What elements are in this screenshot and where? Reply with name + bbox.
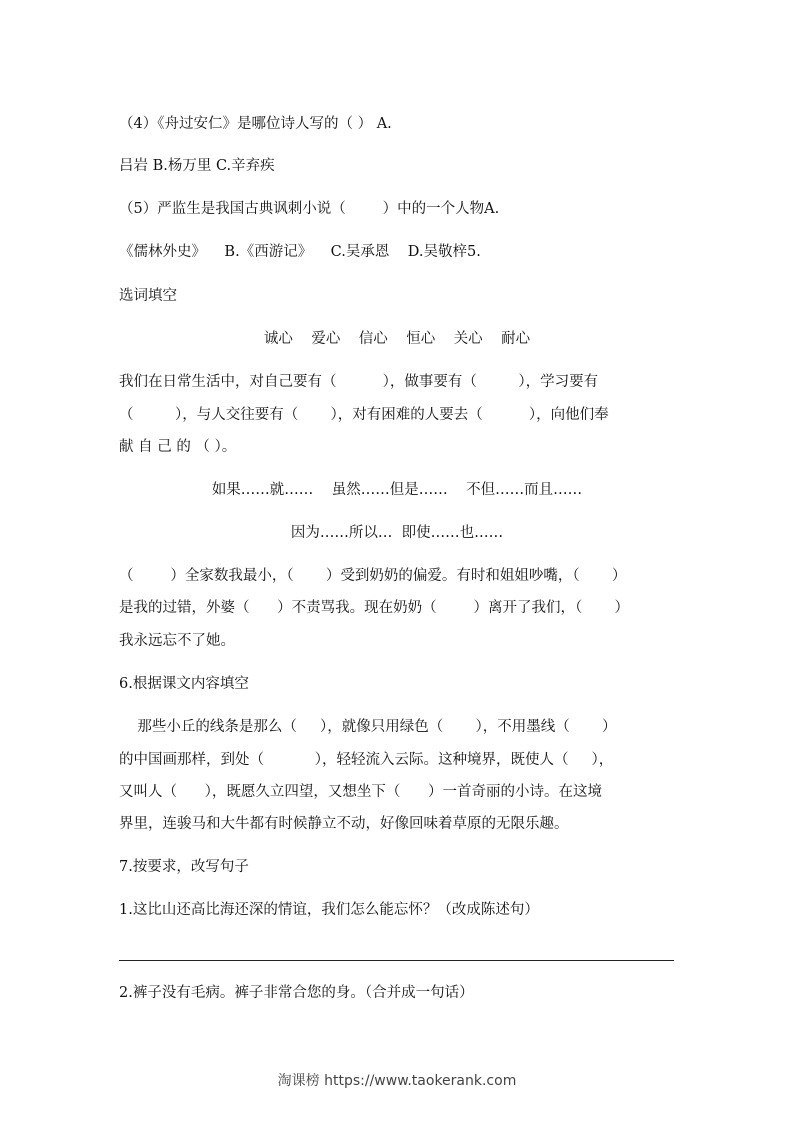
- conjunction-options-line1: 如果……就…… 虽然……但是…… 不但……而且……: [211, 482, 583, 498]
- word-choice-paragraph-line2: （ ），与人交往要有（ ），对有困难的人要去（ ），向他们奉: [119, 407, 609, 423]
- answer-line: [119, 960, 674, 961]
- footer-watermark: 淘课榜 https://www.taokerank.com: [277, 1073, 517, 1089]
- word-choice-title: 选词填空: [119, 288, 177, 304]
- word-choice-options: 诚心 爱心 信心 恒心 关心 耐心: [263, 331, 531, 347]
- question-4-line1: （4）《舟过安仁》是哪位诗人写的（ ） A.: [119, 116, 392, 132]
- question-5-options: 《儒林外史》 B.《西游记》 C.吴承恩 D.吴敬梓5.: [119, 244, 481, 260]
- section-7-item1: 1.这比山还高比海还深的情谊，我们怎么能忘怀？（改成陈述句）: [119, 902, 539, 918]
- word-choice-paragraph-line1: 我们在日常生活中，对自己要有（ ），做事要有（ ），学习要有: [119, 374, 599, 390]
- section-6-title: 6.根据课文内容填空: [119, 676, 249, 692]
- conjunction-paragraph-line1: （ ）全家数我最小，（ ）受到奶奶的偏爱。有时和姐姐吵嘴，（ ）: [119, 568, 627, 584]
- section-7-title: 7.按要求，改写句子: [119, 859, 249, 875]
- conjunction-paragraph-line2: 是我的过错，外婆（ ）不责骂我。现在奶奶（ ）离开了我们，（ ）: [119, 600, 630, 616]
- section-6-line3: 又叫人（ ），既愿久立四望，又想坐下（ ）一首奇丽的小诗。在这境: [119, 784, 603, 800]
- conjunction-options-line2: 因为……所以… 即使……也……: [290, 525, 504, 541]
- section-6-line1: 那些小丘的线条是那么（ ），就像只用绿色（ ），不用墨线（ ）: [119, 719, 617, 735]
- section-6-line4: 界里，连骏马和大牛都有时候静立不动，好像回味着草原的无限乐趣。: [119, 816, 569, 832]
- section-6-line2: 的中国画那样，到处（ ），轻轻流入云际。这种境界，既使人（ ），: [119, 752, 614, 768]
- section-7-item2: 2.裤子没有毛病。裤子非常合您的身。（合并成一句话）: [119, 985, 474, 1001]
- question-4-options: 吕岩 B.杨万里 C.辛弃疾: [119, 158, 275, 174]
- word-choice-paragraph-line3: 献 自 己 的 （ ）。: [119, 439, 237, 455]
- conjunction-paragraph-line3: 我永远忘不了她。: [119, 633, 235, 649]
- question-5-line1: （5）严监生是我国古典讽刺小说（ ）中的一个人物A.: [119, 201, 500, 217]
